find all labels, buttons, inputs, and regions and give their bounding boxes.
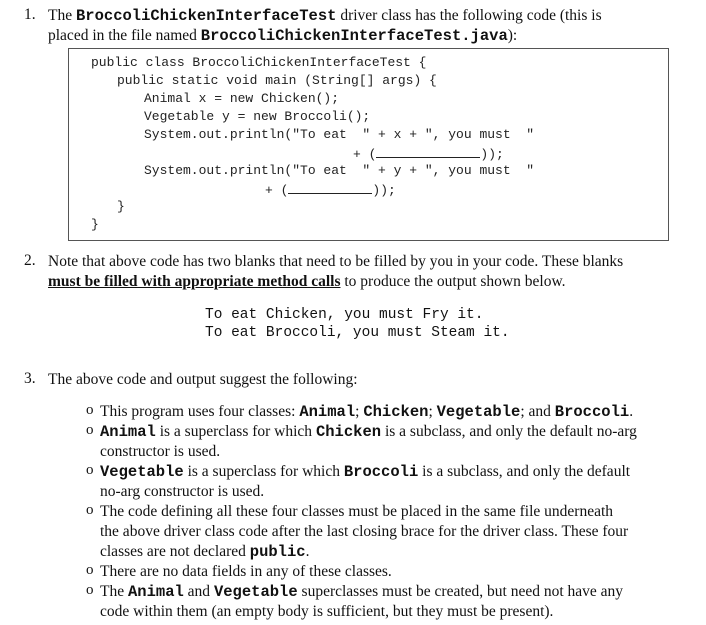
bullet-2-marker: o: [86, 422, 94, 438]
code-line-6: + ( ));: [353, 147, 504, 162]
bullet-1-marker: o: [86, 402, 94, 418]
bullet-4-text: The code defining all these four classes must be placed in the same file underneath the above driver class code after the last closing brace for the driver class. These four classes are not declared public.: [100, 503, 629, 561]
driver-class-name: BroccoliChickenInterfaceTest: [75, 7, 337, 25]
code-line-10: }: [91, 217, 99, 232]
blank-2: [288, 181, 372, 194]
bullet-4-marker: o: [86, 502, 94, 518]
code-line-8: + ( ));: [265, 183, 396, 198]
item-1-text: The BroccoliChickenInterfaceTest driver class has the following code (this is placed in the file named BroccoliChickenInterfaceTest.java):: [48, 7, 602, 45]
code-line-3: Animal x = new Chicken();: [144, 91, 340, 106]
item-3-number: 3.: [24, 370, 36, 387]
driver-file-name: BroccoliChickenInterfaceTest.java: [200, 27, 508, 45]
code-line-4: Vegetable y = new Broccoli();: [144, 109, 371, 124]
bullet-6-marker: o: [86, 582, 94, 598]
blank-1: [376, 145, 480, 158]
bullet-3-marker: o: [86, 462, 94, 478]
code-line-1: public class BroccoliChickenInterfaceTest {: [91, 55, 427, 70]
bullet-6-text: The Animal and Vegetable superclasses must be created, but need not have any code within them (an empty body is sufficient, but they must be present).: [100, 583, 624, 620]
code-line-5: System.out.println("To eat " + x + ", you must ": [144, 127, 535, 142]
bullet-5-marker: o: [86, 562, 94, 578]
item-3-intro: The above code and output suggest the following:: [48, 371, 358, 388]
bullet-5-text: There are no data fields in any of these classes.: [100, 563, 392, 580]
code-line-9: }: [117, 199, 125, 214]
item-2-emphasis: must be filled with appropriate method calls: [48, 273, 341, 290]
bullet-1-text: This program uses four classes: Animal; Chicken; Vegetable; and Broccoli.: [100, 403, 634, 421]
output-line-2: To eat Broccoli, you must Steam it.: [205, 325, 510, 341]
output-line-1: To eat Chicken, you must Fry it.: [205, 307, 484, 323]
item-2-text: Note that above code has two blanks that need to be filled by you in your code. These blanks must be filled with appropriate method calls to produce the output shown below.: [48, 253, 624, 290]
item-2-number: 2.: [24, 252, 36, 269]
code-line-2: public static void main (String[] args) {: [117, 73, 437, 88]
bullet-2-text: Animal is a superclass for which Chicken is a subclass, and only the default no-arg constructor is used.: [100, 423, 637, 460]
item-1-number: 1.: [24, 6, 36, 23]
code-box: [68, 48, 669, 241]
code-line-7: System.out.println("To eat " + y + ", you must ": [144, 163, 535, 178]
bullet-3-text: Vegetable is a superclass for which Broccoli is a subclass, and only the default no-arg constructor is used.: [100, 463, 631, 500]
